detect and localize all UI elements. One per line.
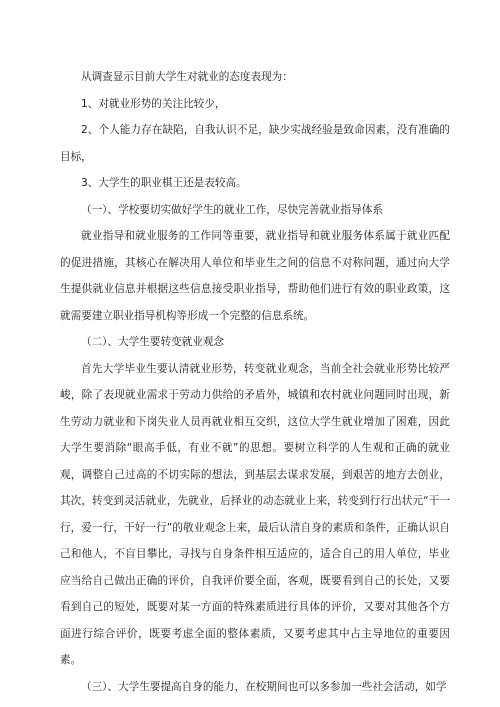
list-item-1: 1、对就业形势的关注比较少， (81, 97, 226, 110)
section-2-body: 首先大学毕业生要认清就业形势，转变就业观念，当前全社会就业形势比较严峻，除了表现就业需求于劳动力供给的矛盾外，城镇和农村就业问题同时出现，新生劳动力就业和下岗失业人员再就业相互交织，这位大学生就业增加了困难，因此大学生要消除“眼高手低，有业不就”的思想。要树立科学的人生观和正确的就业观，调整自己过高的不切实际的想法，到基层去谋求发展，到艰苦的地方去创业，其次，转变到灵活就业，先就业，后择业的动态就业上来，转变到行行出状元“干一行，爱一行，干好一行”的敬业观念上来，最后认清自身的素质和条件，正确认识自己和他人，不盲目攀比，寻找与自身条件相互适应的，适合自己的用人单位，毕业应当给自己做出正确的评价，自我评价要全面，客观，既要看到自己的长处，又要看到自己的短处，既要对某一方面的特殊素质进行具体的评价，又要对其他各个方面进行综合评价，既要考虑全面的整体素质，又要考虑其中占主导地位的重要因素。 (60, 362, 450, 666)
section-heading-1: （一）、学校要切实做好学生的就业工作，尽快完善就业指导体系 (81, 203, 383, 216)
section-heading-3: （三）、大学生要提高自身的能力，在校期间也可以多参加一些社会活动，如学 (81, 680, 447, 693)
list-item-3: 3、大学生的职业棋王还是表较高。 (81, 177, 247, 189)
section-1-body: 就业指导和就业服务的工作同等重要，就业指导和就业服务体系属于就业匹配的促进措施，其核心在解决用人单位和毕业生之间的信息不对称问题，通过向大学生提供就业信息并根据这些信息接受职业指导，帮助他们进行有效的职业政策，这就需要建立职业指导机构等形成一个完整的信息系统。 (60, 230, 450, 322)
list-item-2: 2、个人能力存在缺陷，自我认识不足，缺少实战经验是致命因素，没有准确的目标， (60, 124, 450, 163)
section-heading-2: （二）、大学生要转变就业观念 (81, 336, 225, 348)
intro-paragraph: 从调查显示目前大学生对就业的态度表现为： (81, 71, 293, 83)
